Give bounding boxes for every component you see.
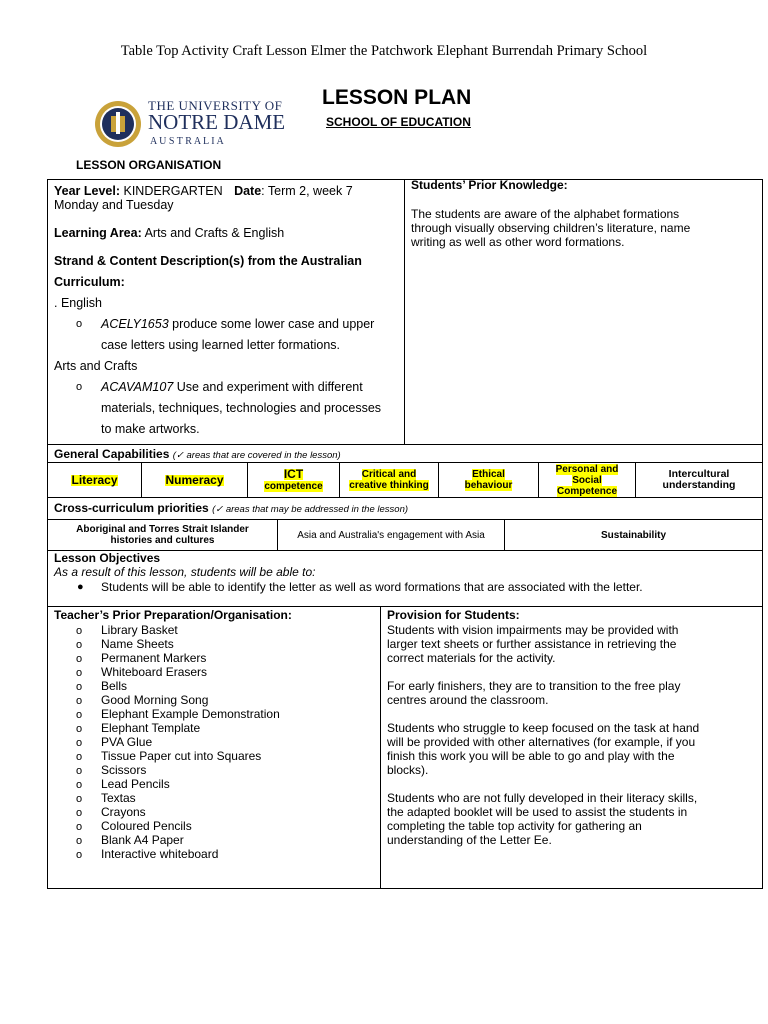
bullet-icon: o	[76, 779, 83, 791]
sustainability-label: Sustainability	[600, 529, 666, 541]
personal-label-line-1: Personal and	[555, 463, 619, 475]
days-text: Monday and Tuesday	[54, 198, 174, 212]
bullet-icon: o	[76, 709, 83, 721]
provision-line: For early finishers, they are to transition to the free play	[387, 679, 681, 693]
bullet-icon: o	[76, 681, 83, 693]
provision-line: finish this work you will be able to go and play with the	[387, 749, 675, 763]
arts-outcome-line-1	[101, 380, 363, 394]
bullet-icon: o	[76, 318, 83, 330]
logo-line-3: A U S T R A L I A	[150, 136, 224, 147]
provision-label: Provision for Students:	[387, 608, 520, 622]
learning-area-row	[54, 226, 284, 240]
year-level-row	[54, 184, 353, 198]
arts-outcome-line-3: to make artworks.	[101, 422, 200, 436]
arts-code: ACAVAM107	[101, 380, 174, 394]
bullet-icon: o	[76, 807, 83, 819]
list-item	[76, 847, 280, 861]
provision-line: understanding of the Letter Ee.	[387, 833, 552, 847]
english-outcome-line-1	[101, 317, 374, 331]
list-item	[76, 651, 280, 665]
provision-line: the adapted booklet will be used to assist the students in	[387, 805, 688, 819]
prior-knowledge-line-1: The students are aware of the alphabet formations	[411, 207, 680, 221]
list-item-label: Elephant Example Demonstration	[101, 707, 280, 721]
numeracy-label: Numeracy	[165, 472, 224, 487]
list-item	[76, 679, 280, 693]
provision-line: Students who struggle to keep focused on the task at hand	[387, 721, 700, 735]
cross-curriculum-note: (✓ areas that may be addressed in the lesson)	[212, 504, 409, 515]
document-header-title: Table Top Activity Craft Lesson Elmer the Patchwork Elephant Burrendah Primary School	[120, 43, 648, 59]
general-capabilities-note: (✓ areas that are covered in the lesson)	[172, 450, 341, 461]
list-item-label: Crayons	[101, 805, 146, 819]
list-item	[76, 623, 280, 637]
list-item	[76, 833, 280, 847]
prior-knowledge-label: Students’ Prior Knowledge:	[411, 178, 568, 192]
prior-knowledge-line-2: through visually observing children’s literature, name	[411, 221, 691, 235]
english-code: ACELY1653	[101, 317, 169, 331]
list-item-label: Elephant Template	[101, 721, 201, 735]
list-item	[76, 819, 280, 833]
list-item	[76, 721, 280, 735]
bullet-icon: o	[76, 625, 83, 637]
list-item	[76, 665, 280, 679]
bullet-icon: o	[76, 821, 83, 833]
capability-ict	[248, 463, 339, 497]
priority-asia	[278, 520, 504, 550]
personal-label-line-3: Competence	[556, 485, 617, 497]
list-item-label: Coloured Pencils	[101, 819, 192, 833]
bullet-icon: o	[76, 381, 83, 393]
list-item-label: Blank A4 Paper	[101, 833, 184, 847]
logo-line-1: THE UNIVERSITY OF	[148, 98, 283, 113]
provision-paragraph-1	[387, 623, 699, 665]
provision-line: Students with vision impairments may be provided with	[387, 623, 679, 637]
lesson-objectives-intro: As a result of this lesson, students will be able to:	[54, 565, 316, 579]
capability-ethical	[439, 463, 538, 497]
learning-area-label: Learning Area:	[54, 226, 142, 240]
priority-aboriginal	[48, 520, 277, 550]
bullet-icon: o	[76, 653, 83, 665]
aboriginal-label-line-1: Aboriginal and Torres Strait Islander	[76, 524, 249, 535]
list-item	[76, 735, 280, 749]
provision-line: larger text sheets or further assistance in retrieving the	[387, 637, 677, 651]
bullet-icon: o	[76, 765, 83, 777]
provision-line: Students who are not fully developed in their literacy skills,	[387, 791, 698, 805]
prior-knowledge-line-3: writing as well as other word formations.	[411, 235, 625, 249]
list-item	[76, 805, 280, 819]
cross-curriculum-row	[54, 501, 408, 517]
provision-line: will be provided with other alternatives (for example, if you	[387, 735, 696, 749]
list-item-label: Permanent Markers	[101, 651, 207, 665]
list-item	[76, 777, 280, 791]
provision-paragraph-4	[387, 791, 699, 847]
ethical-label-line-1: Ethical	[472, 469, 505, 480]
bullet-dot-icon: ●	[77, 581, 84, 593]
preparation-list	[76, 623, 280, 861]
general-capabilities-label: General Capabilities	[54, 447, 170, 461]
provision-line: centres around the classroom.	[387, 693, 549, 707]
list-item-label: Good Morning Song	[101, 693, 209, 707]
list-item	[76, 763, 280, 777]
critical-label-line-2: creative thinking	[349, 480, 429, 491]
date-value: : Term 2, week 7	[261, 184, 353, 198]
priority-sustainability	[505, 520, 762, 550]
date-label: Date	[234, 184, 262, 198]
english-outcome-line-2: case letters using learned letter formations.	[101, 338, 341, 352]
bullet-icon: o	[76, 667, 83, 679]
list-item-label: Name Sheets	[101, 637, 174, 651]
bullet-icon: o	[76, 723, 83, 735]
year-label: Year Level:	[54, 184, 121, 198]
literacy-label: Literacy	[71, 472, 118, 487]
bullet-icon: o	[76, 849, 83, 861]
bullet-icon: o	[76, 751, 83, 763]
lesson-objectives-label: Lesson Objectives	[54, 551, 161, 565]
strand-label: Strand & Content Description(s) from the Australian	[54, 254, 362, 268]
list-item	[76, 693, 280, 707]
list-item-label: Lead Pencils	[101, 777, 170, 791]
list-item-label: Library Basket	[101, 623, 178, 637]
provision-line: completing the table top activity for gathering an	[387, 819, 642, 833]
capability-critical-thinking	[340, 463, 438, 497]
general-capabilities-row	[54, 447, 341, 463]
list-item-label: Bells	[101, 679, 128, 693]
bullet-icon: o	[76, 835, 83, 847]
ict-label-line-1: ICT	[283, 466, 304, 481]
intercultural-label-line-2: understanding	[662, 479, 736, 491]
provision-line: correct materials for the activity.	[387, 651, 556, 665]
capability-intercultural	[636, 463, 762, 497]
list-item-label: PVA Glue	[101, 735, 153, 749]
list-item-label: Whiteboard Erasers	[101, 665, 208, 679]
list-item-label: Tissue Paper cut into Squares	[101, 749, 262, 763]
bullet-icon: o	[76, 639, 83, 651]
preparation-label: Teacher’s Prior Preparation/Organisation:	[54, 608, 292, 622]
arts-outcome-text: Use and experiment with different	[173, 380, 363, 394]
provision-paragraph-2	[387, 679, 699, 707]
intercultural-label-line-1: Intercultural	[668, 468, 730, 480]
curriculum-label: Curriculum:	[54, 275, 125, 289]
asia-label: Asia and Australia's engagement with Asia	[297, 529, 485, 541]
critical-label-line-1: Critical and	[361, 469, 417, 480]
provision-paragraph-3	[387, 721, 699, 777]
school-subtitle: SCHOOL OF EDUCATION	[326, 115, 471, 129]
lesson-plan-title: LESSON PLAN	[322, 86, 472, 109]
provision-line: blocks).	[387, 763, 429, 777]
list-item	[76, 637, 280, 651]
ict-label-line-2: competence	[264, 480, 323, 492]
english-heading: . English	[54, 296, 102, 310]
list-item-label: Interactive whiteboard	[101, 847, 219, 861]
english-outcome-text: produce some lower case and upper	[168, 317, 375, 331]
capability-literacy	[48, 463, 141, 497]
university-logo	[94, 98, 304, 150]
list-item-label: Textas	[101, 791, 136, 805]
list-item	[76, 707, 280, 721]
capability-numeracy	[142, 463, 247, 497]
list-item	[76, 791, 280, 805]
year-value: KINDERGARTEN	[123, 184, 223, 198]
lesson-objective-item: Students will be able to identify the letter as well as word formations that are associated with the letter.	[101, 580, 643, 594]
lesson-organisation-heading: LESSON ORGANISATION	[76, 158, 222, 172]
arts-outcome-line-2: materials, techniques, technologies and processes	[101, 401, 382, 415]
bullet-icon: o	[76, 695, 83, 707]
provision-body	[387, 623, 699, 847]
arts-heading: Arts and Crafts	[54, 359, 138, 373]
personal-label-line-2: Social	[572, 474, 602, 486]
bullet-icon: o	[76, 737, 83, 749]
logo-line-2: NOTRE DAME	[148, 110, 286, 134]
list-item	[76, 749, 280, 763]
bullet-icon: o	[76, 793, 83, 805]
list-item-label: Scissors	[101, 763, 147, 777]
capability-personal-social	[539, 463, 635, 497]
aboriginal-label-line-2: histories and cultures	[110, 535, 215, 546]
ethical-label-line-2: behaviour	[464, 480, 513, 491]
learning-area-value: Arts and Crafts & English	[144, 226, 285, 240]
cross-curriculum-label: Cross-curriculum priorities	[54, 501, 209, 515]
